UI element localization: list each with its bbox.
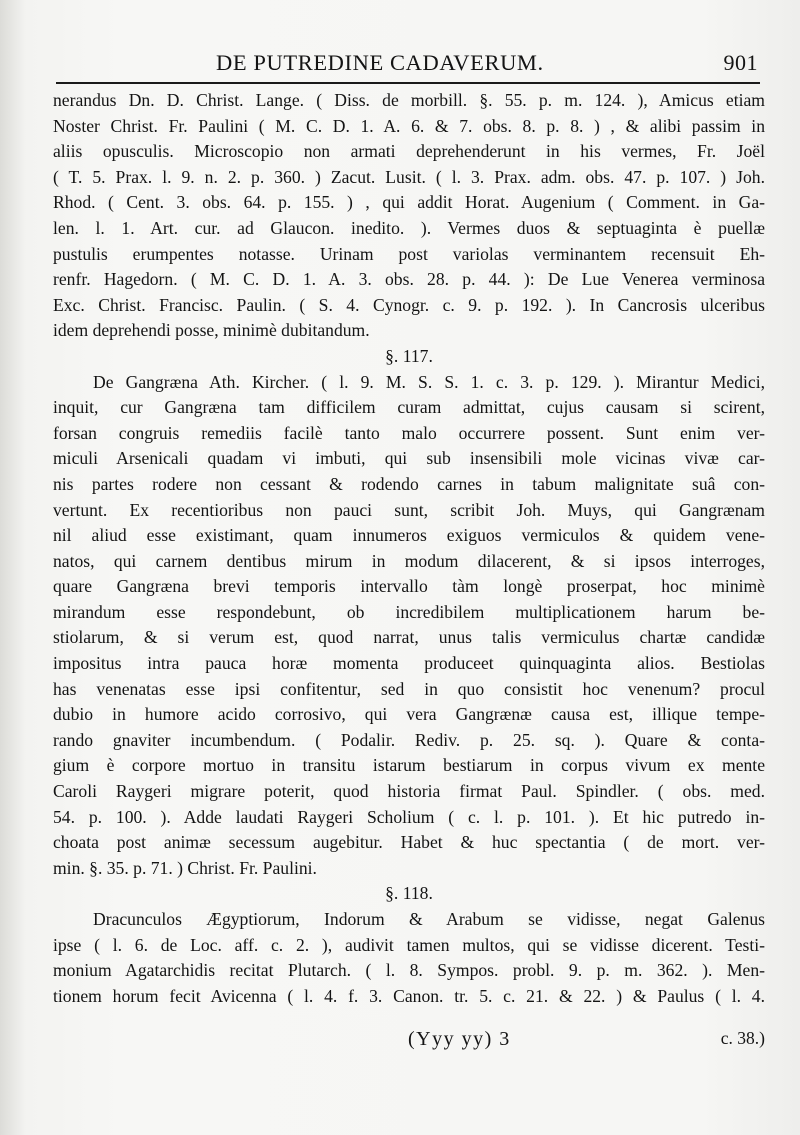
text-line: 54. p. 100. ). Adde laudati Raygeri Scholium ( c. l. p. 101. ). Et hic putredo in- (53, 806, 765, 827)
text-line: nerandus Dn. D. Christ. Lange. ( Diss. de morbill. §. 55. p. m. 124. ), Amicus etiam (53, 90, 765, 110)
text-line: Noster Christ. Fr. Paulini ( M. C. D. 1. A. 6. & 7. obs. 8. p. 8. ) , & alibi passim in (53, 115, 765, 136)
text-line: Caroli Raygeri migrare poterit, quod historia firmat Paul. Spindler. ( obs. med. (53, 781, 765, 802)
text-line: impositus intra pauca horæ momenta produceet quinquaginta alios. Bestiolas (53, 653, 765, 674)
text-line: pustulis erumpentes notasse. Urinam post variolas verminantem recensuit Eh- (53, 243, 765, 264)
page-footer (53, 1028, 765, 1058)
text-line: natos, qui carnem dentibus mirum in modum dilacerent, & si ipsos interroges, (53, 550, 765, 571)
text-line: De Gangræna Ath. Kircher. ( l. 9. M. S. S. 1. c. 3. p. 129. ). Mirantur Medici, (93, 371, 765, 392)
body-text (53, 88, 765, 1009)
signature-mark: (Yyy yy) 3 (408, 1028, 511, 1050)
text-line: mirandum esse respondebunt, ob incredibilem multiplicationem harum be- (53, 601, 765, 622)
text-line: inquit, cur Gangræna tam difficilem curam admittat, cujus causam si scirent, (53, 397, 765, 418)
text-line: aliis opusculis. Microscopio non armati deprehenderunt in his vermes, Fr. Joël (53, 141, 765, 162)
text-line: Rhod. ( Cent. 3. obs. 64. p. 155. ) , qui addit Horat. Augenium ( Comment. in Ga- (53, 192, 765, 213)
text-line: miculi Arsenicali quadam vi imbuti, qui sub insensibili mole vicinas vivæ car- (53, 448, 765, 469)
running-title: DE PUTREDINE CADAVERUM. (216, 50, 544, 75)
text-line: choata post animæ secessum augebitur. Habet & huc spectantia ( de mort. ver- (53, 832, 765, 853)
text-line: monium Agatarchidis recitat Plutarch. ( l. 8. Sympos. probl. 9. p. m. 362. ). Men- (53, 960, 765, 981)
catchword: c. 38.) (720, 1028, 765, 1048)
text-line: Dracunculos Ægyptiorum, Indorum & Arabum se vidisse, negat Galenus (93, 909, 765, 929)
text-line: renfr. Hagedorn. ( M. C. D. 1. A. 3. obs. 28. p. 44. ): De Lue Venerea verminosa (53, 269, 765, 290)
text-line: gium è corpore mortuo in transitu istarum bestiarum in corpus vivum ex mente (53, 755, 765, 776)
text-line: nis partes rodere non cessant & rodendo carnes in tabum malignitate suâ con- (53, 473, 765, 494)
text-line: forsan congruis remediis facilè tanto malo occurrere possent. Sunt enim ver- (53, 422, 765, 443)
text-line: min. §. 35. p. 71. ) Christ. Fr. Paulini. (53, 857, 317, 878)
text-line: stiolarum, & si verum est, quod narrat, unus talis vermiculus chartæ candidæ (53, 627, 765, 648)
page-header (50, 50, 758, 84)
text-line: rando gnaviter incumbendum. ( Podalir. Rediv. p. 25. sq. ). Quare & conta- (53, 729, 765, 750)
text-line: vertunt. Ex recentioribus non pauci sunt, scribit Joh. Muys, qui Gangrænam (53, 499, 765, 520)
text-line: nil aliud esse existimant, quam innumeros exiguos vermiculos & quidem vene- (53, 525, 765, 546)
text-line: tionem horum fecit Avicenna ( l. 4. f. 3. Canon. tr. 5. c. 21. & 22. ) & Paulus ( l. 4. (53, 985, 765, 1006)
section-heading-117: §. 117. (385, 345, 433, 366)
text-line: quare Gangræna brevi temporis intervallo tàm longè proserpat, hoc minimè (53, 576, 765, 597)
text-line: len. l. 1. Art. cur. ad Glaucon. inedito. ). Vermes duos & septuaginta è puellæ (53, 217, 765, 238)
header-rule (56, 82, 760, 84)
text-line: dubio in humore acido corrosivo, qui vera Gangrænæ causa est, illique tempe- (53, 704, 765, 725)
text-line: has venenatas esse ipsi confitentur, sed in quo consistit hoc venenum? procul (53, 678, 765, 699)
text-line: ipse ( l. 6. de Loc. aff. c. 2. ), audivit tamen multos, qui se vidisse dicerent. Testi- (53, 934, 765, 955)
text-line: idem deprehendi posse, minimè dubitandum. (53, 320, 370, 341)
page-number: 901 (723, 50, 758, 75)
text-line: Exc. Christ. Francisc. Paulin. ( S. 4. Cynogr. c. 9. p. 192. ). In Cancrosis ulceribus (53, 294, 765, 315)
text-line: ( T. 5. Prax. l. 9. n. 2. p. 360. ) Zacut. Lusit. ( l. 3. Prax. adm. obs. 47. p. 107. ) Joh. (53, 166, 765, 187)
section-heading-118: §. 118. (385, 883, 433, 904)
